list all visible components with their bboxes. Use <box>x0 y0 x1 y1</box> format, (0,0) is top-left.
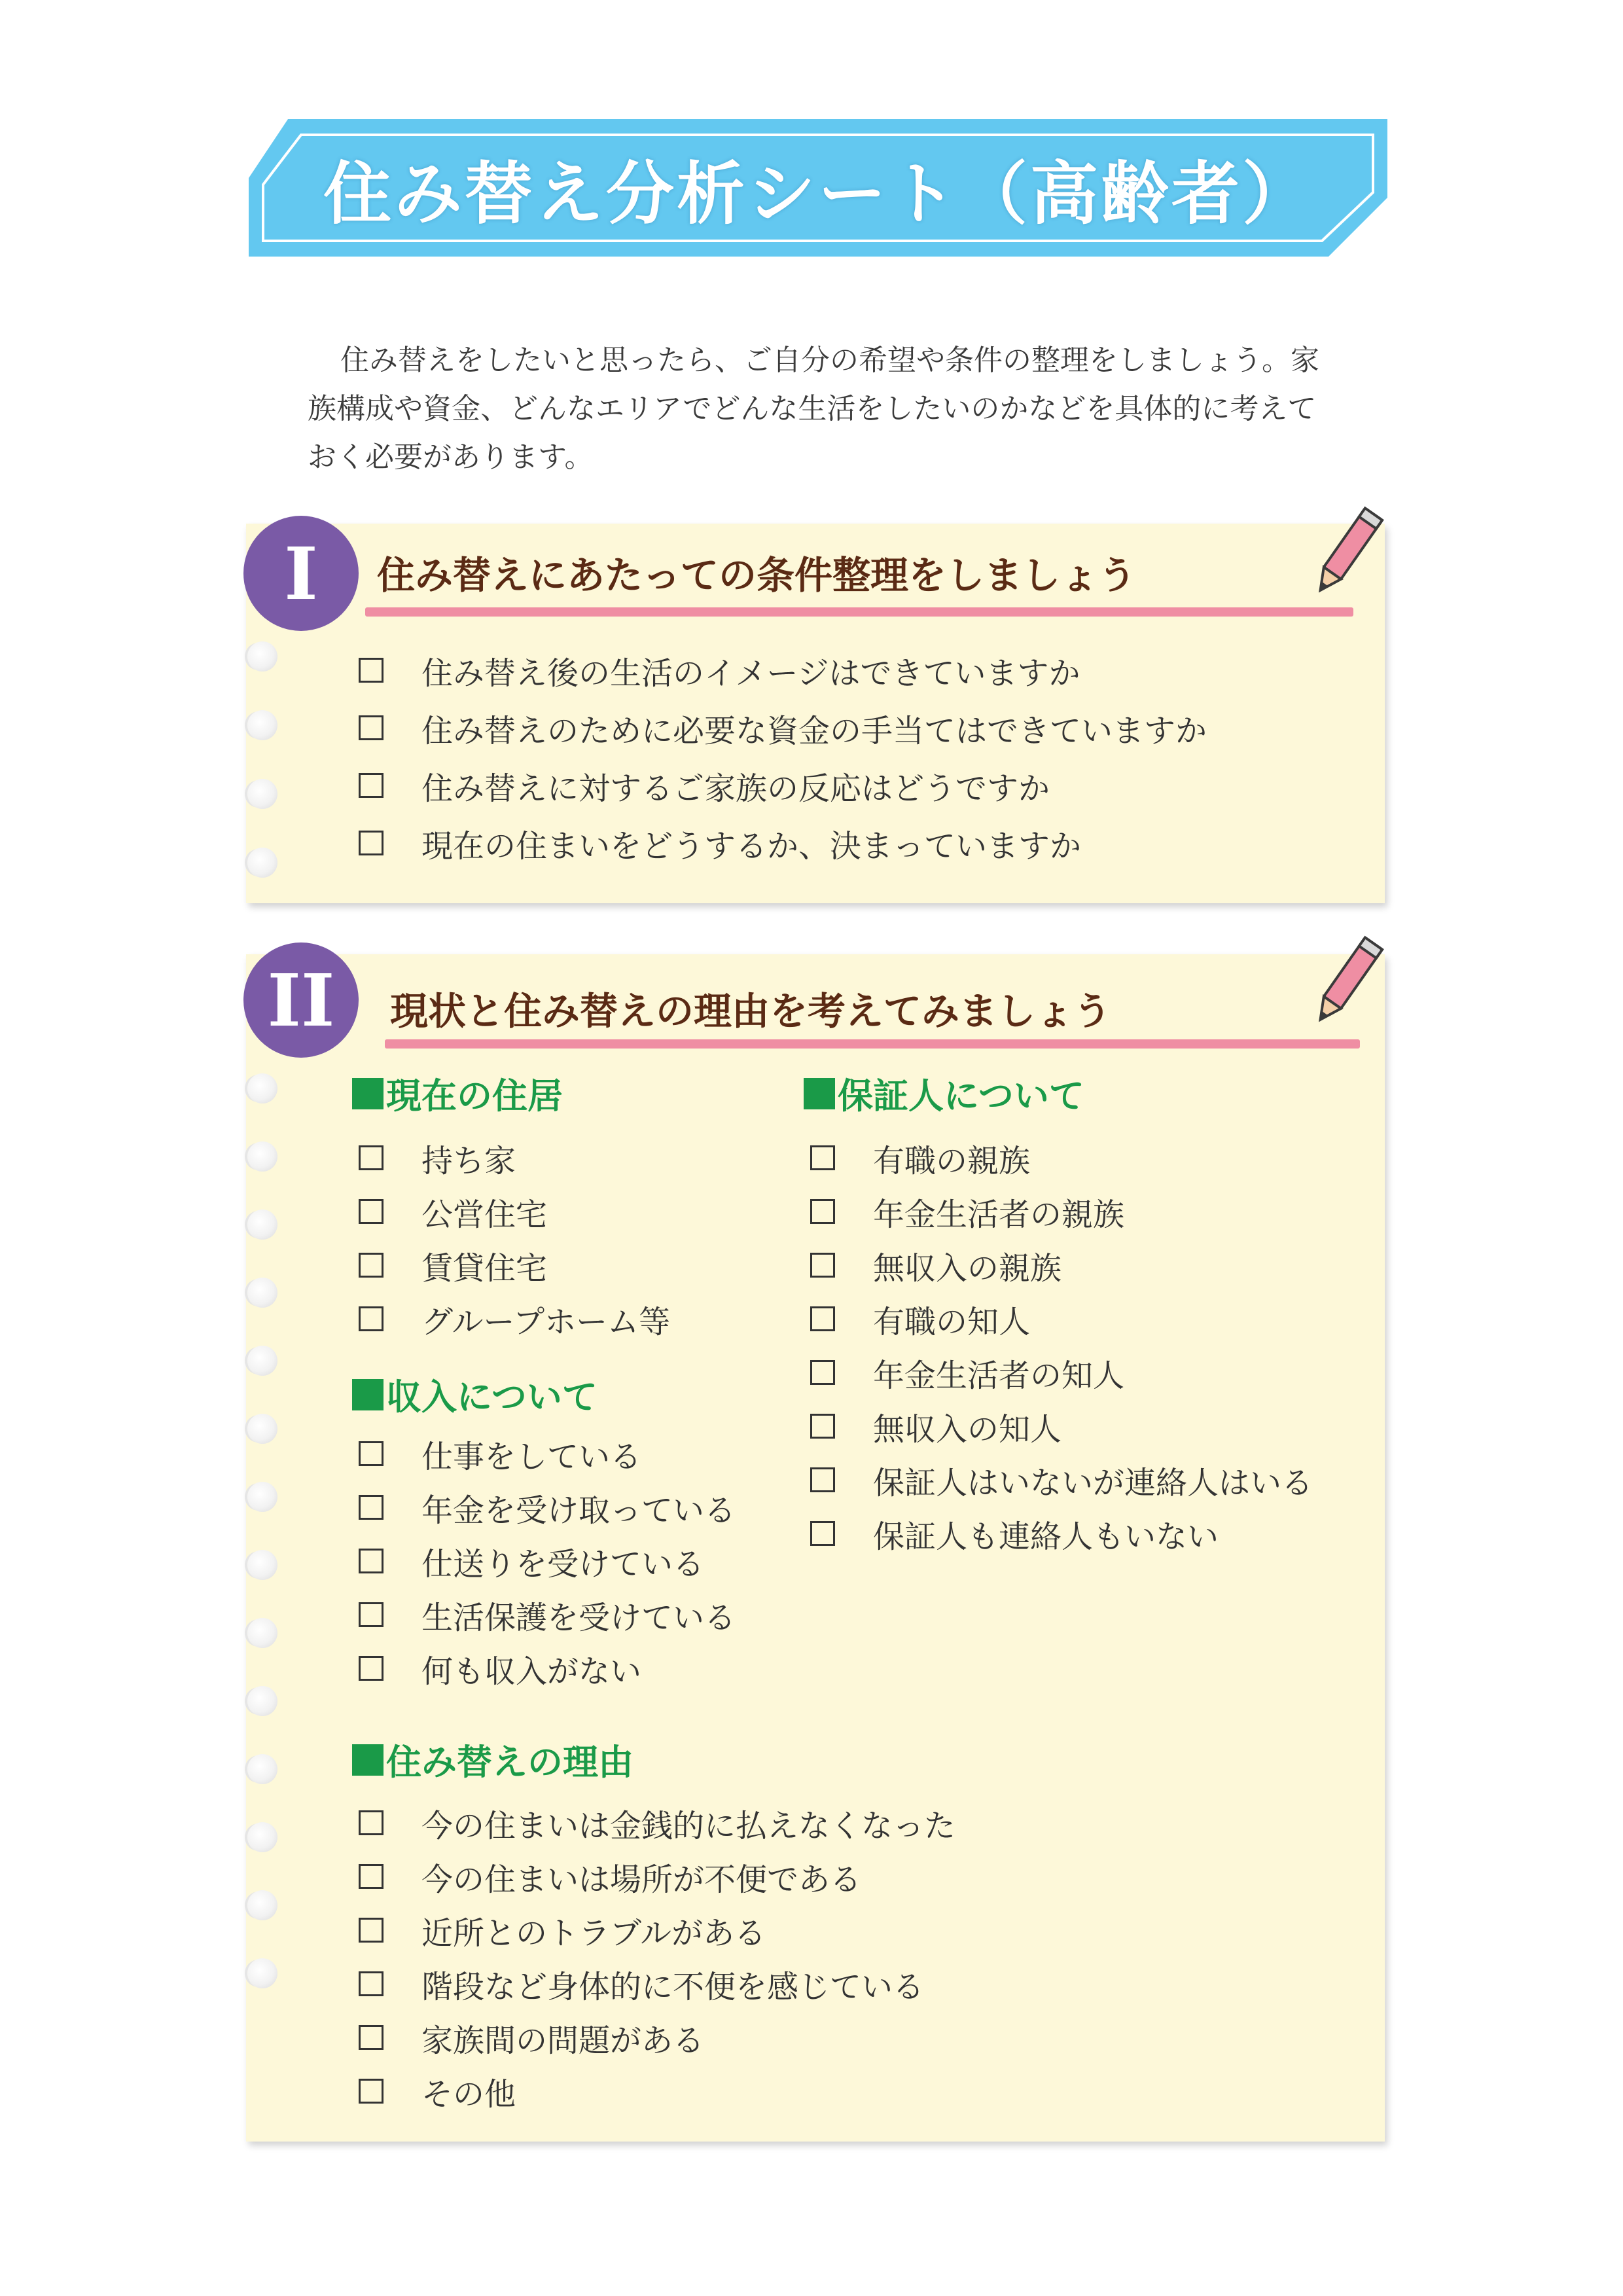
section-1-card <box>246 524 1385 903</box>
pencil-icon <box>1306 928 1385 1039</box>
item-label: 有職の親族 <box>873 1142 1031 1179</box>
section-2-badge: II <box>243 942 359 1058</box>
section-1-badge: I <box>243 516 359 631</box>
heading-underline <box>365 607 1353 617</box>
intro-text: 住み替えをしたいと思ったら、ご自分の希望や条件の整理をしましょう。家族構成や資金、どんなエリアでどんな生活をしたいのかなどを具体的に考えておく必要があります。 <box>308 344 1319 474</box>
item-label: 仕送りを受けている <box>421 1545 705 1583</box>
item-label: 家族間の問題がある <box>421 2022 705 2059</box>
item-label: 無収入の親族 <box>873 1249 1062 1287</box>
reasons-title: 住み替えの理由 <box>386 1742 633 1783</box>
item-label: 年金生活者の知人 <box>873 1357 1125 1394</box>
bullet-square <box>352 1078 383 1109</box>
guarantor-heading <box>804 1068 1084 1119</box>
checkbox[interactable] <box>359 1971 383 1996</box>
list-item <box>246 757 1207 814</box>
list-item <box>246 1588 736 1641</box>
item-label: 有職の知人 <box>873 1303 1031 1340</box>
list-item <box>246 1185 1313 1238</box>
item-label: 今の住まいは金銭的に払えなくなった <box>421 1807 956 1844</box>
checkbox[interactable] <box>359 1656 383 1681</box>
item-label: 仕事をしている <box>421 1438 642 1475</box>
item-label: その他 <box>421 2075 516 2113</box>
list-item <box>246 699 1207 757</box>
item-label: 住み替えに対するご家族の反応はどうですか <box>421 770 1050 807</box>
item-label: 年金生活者の親族 <box>873 1196 1125 1233</box>
item-label: グループホーム等 <box>421 1303 671 1340</box>
list-item <box>246 1453 1313 1507</box>
checkbox[interactable] <box>359 715 383 740</box>
page-title: 住み替え分析シート（高齢者） <box>323 154 1313 234</box>
reasons-heading <box>352 1734 633 1785</box>
list-item <box>246 1131 1313 1185</box>
checkbox[interactable] <box>810 1199 835 1224</box>
guarantor-checklist <box>246 1131 1313 1560</box>
list-item <box>246 1641 736 1695</box>
checkbox[interactable] <box>810 1467 835 1492</box>
item-label: 賃貸住宅 <box>421 1249 548 1287</box>
list-item <box>246 641 1207 699</box>
checkbox[interactable] <box>359 1918 383 1943</box>
checkbox[interactable] <box>359 2025 383 2050</box>
checkbox[interactable] <box>810 1145 835 1170</box>
list-item <box>246 1399 1313 1453</box>
list-item <box>246 2011 955 2064</box>
list-item <box>246 1957 955 2011</box>
section-1-checklist <box>246 641 1207 872</box>
section-2-card <box>246 954 1385 2142</box>
item-label: 住み替えのために必要な資金の手当てはできていますか <box>421 712 1207 749</box>
checkbox[interactable] <box>810 1360 835 1385</box>
item-label: 住み替え後の生活のイメージはできていますか <box>421 655 1080 692</box>
list-item <box>246 1507 1313 1560</box>
item-label: 現在の住まいをどうするか、決まっていますか <box>421 827 1082 865</box>
checkbox[interactable] <box>359 831 383 855</box>
checkbox[interactable] <box>359 773 383 798</box>
binder-hole <box>247 1073 277 1103</box>
checkbox[interactable] <box>810 1253 835 1278</box>
list-item <box>246 1903 955 1957</box>
heading-underline <box>385 1039 1360 1049</box>
binder-hole <box>247 1754 277 1784</box>
checkbox[interactable] <box>810 1521 835 1546</box>
list-item <box>246 1292 1313 1346</box>
list-item <box>246 1238 1313 1292</box>
checkbox[interactable] <box>359 2079 383 2104</box>
guarantor-title: 保証人について <box>838 1075 1084 1117</box>
item-label: 何も収入がない <box>421 1653 642 1690</box>
item-label: 無収入の知人 <box>873 1410 1062 1448</box>
item-label: 近所とのトラブルがある <box>421 1914 766 1952</box>
checkbox[interactable] <box>810 1306 835 1331</box>
section-2-heading: 現状と住み替えの理由を考えてみましょう <box>390 989 1112 1033</box>
housing-heading <box>352 1068 563 1119</box>
checkbox[interactable] <box>359 1602 383 1627</box>
pencil-icon <box>1306 499 1385 610</box>
item-label: 公営住宅 <box>421 1196 548 1233</box>
item-label: 持ち家 <box>421 1142 516 1179</box>
section-1-heading: 住み替えにあたっての条件整理をしましょう <box>377 553 1137 598</box>
list-item <box>246 1796 955 1850</box>
item-label: 階段など身体的に不便を感じている <box>421 1968 925 2005</box>
housing-title: 現在の住居 <box>386 1075 563 1117</box>
item-label: 保証人も連絡人もいない <box>873 1518 1219 1555</box>
checkbox[interactable] <box>359 1810 383 1835</box>
list-item <box>246 1346 1313 1399</box>
reasons-checklist <box>246 1796 955 2118</box>
bullet-square <box>804 1078 835 1109</box>
list-item <box>246 1850 955 1903</box>
item-label: 生活保護を受けている <box>421 1599 736 1636</box>
item-label: 今の住まいは場所が不便である <box>421 1861 862 1898</box>
income-title: 収入について <box>386 1376 597 1418</box>
checkbox[interactable] <box>359 658 383 683</box>
item-label: 年金を受け取っている <box>421 1492 736 1529</box>
item-label: 保証人はいないが連絡人はいる <box>873 1464 1313 1501</box>
list-item <box>246 814 1207 872</box>
title-banner <box>249 119 1387 257</box>
checkbox[interactable] <box>810 1414 835 1439</box>
list-item <box>246 2064 955 2118</box>
bullet-square <box>352 1744 383 1776</box>
checkbox[interactable] <box>359 1864 383 1889</box>
